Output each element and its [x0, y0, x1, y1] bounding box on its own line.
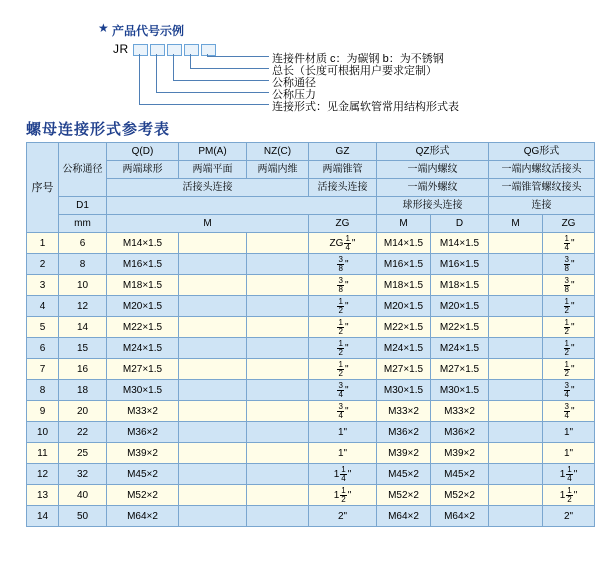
cell-qg-m: [489, 338, 543, 359]
code-prefix: JR: [113, 42, 129, 56]
cell-gz-thread: ZG $\frac{1}{4}$ ": [309, 233, 377, 254]
cell-qz-m: M24×1.5: [377, 338, 431, 359]
cell-pma-thread: [179, 443, 247, 464]
code-box-1: [133, 44, 148, 56]
cell-qg-zg: 1": [543, 443, 595, 464]
cell-nominal-diameter: 25: [59, 443, 107, 464]
cell-nominal-diameter: 18: [59, 380, 107, 401]
leader-line: [156, 54, 157, 93]
cell-qz-d: M64×2: [431, 506, 489, 527]
cell-qg-zg: $\frac{1}{2}$ ": [543, 296, 595, 317]
cell-gz-thread: 2": [309, 506, 377, 527]
header-group-qz: QZ形式: [377, 143, 489, 161]
header-unit-mm: mm: [59, 215, 107, 233]
table-row: [27, 296, 595, 317]
cell-qz-d: M52×2: [431, 485, 489, 506]
table-head: [27, 143, 595, 233]
cell-pma-thread: [179, 338, 247, 359]
cell-qz-d: M30×1.5: [431, 380, 489, 401]
header-join-external-thread: 一端外螺纹: [377, 179, 489, 197]
cell-qz-m: M22×1.5: [377, 317, 431, 338]
cell-nzc-thread: [247, 359, 309, 380]
cell-qd-thread: M24×1.5: [107, 338, 179, 359]
cell-qg-m: [489, 317, 543, 338]
cell-qd-thread: M33×2: [107, 401, 179, 422]
header-group-pma: PM(A): [179, 143, 247, 161]
cell-gz-thread: $\frac{3}{4}$ ": [309, 401, 377, 422]
cell-qg-zg: $\frac{1}{2}$ ": [543, 359, 595, 380]
cell-qg-m: [489, 380, 543, 401]
cell-qg-m: [489, 275, 543, 296]
cell-qz-d: M16×1.5: [431, 254, 489, 275]
header-unit-m: M: [107, 215, 309, 233]
cell-serial-number: 4: [27, 296, 59, 317]
cell-nzc-thread: [247, 317, 309, 338]
header-connection: 连接: [489, 197, 595, 215]
table-row: [27, 401, 595, 422]
cell-serial-number: 2: [27, 254, 59, 275]
header-group-qg: QG形式: [489, 143, 595, 161]
cell-qz-d: M14×1.5: [431, 233, 489, 254]
leader-line: [173, 54, 174, 81]
header-type-qg: 一端内螺纹活接头: [489, 161, 595, 179]
cell-qd-thread: M20×1.5: [107, 296, 179, 317]
cell-nominal-diameter: 15: [59, 338, 107, 359]
cell-pma-thread: [179, 401, 247, 422]
cell-qz-m: M33×2: [377, 401, 431, 422]
cell-qg-zg: $\frac{1}{2}$ ": [543, 338, 595, 359]
table-row: [27, 485, 595, 506]
header-group-qd: Q(D): [107, 143, 179, 161]
cell-gz-thread: $\frac{3}{4}$ ": [309, 380, 377, 401]
cell-qz-d: M20×1.5: [431, 296, 489, 317]
header-join-union: 活接头连接: [107, 179, 309, 197]
legend-item-material: 连接件材质 c：为碳钢 b：为不锈钢: [272, 53, 444, 65]
cell-gz-thread: $\frac{3}{8}$ ": [309, 254, 377, 275]
cell-pma-thread: [179, 275, 247, 296]
cell-serial-number: 10: [27, 422, 59, 443]
table-body: [27, 233, 595, 527]
leader-line: [190, 68, 269, 69]
cell-qg-m: [489, 464, 543, 485]
cell-nominal-diameter: 20: [59, 401, 107, 422]
cell-qz-d: M18×1.5: [431, 275, 489, 296]
cell-qg-zg: $\frac{3}{4}$ ": [543, 380, 595, 401]
cell-qg-m: [489, 443, 543, 464]
cell-qg-zg: 2": [543, 506, 595, 527]
cell-serial-number: 5: [27, 317, 59, 338]
legend-item-nominal-pressure: 公称压力: [272, 89, 316, 101]
legend-item-nominal-diameter: 公称通径: [272, 77, 316, 89]
header-group-nzc: NZ(C): [247, 143, 309, 161]
cell-nominal-diameter: 10: [59, 275, 107, 296]
cell-qd-thread: M64×2: [107, 506, 179, 527]
cell-pma-thread: [179, 296, 247, 317]
cell-serial-number: 6: [27, 338, 59, 359]
cell-qz-d: M39×2: [431, 443, 489, 464]
cell-qg-zg: $\frac{3}{8}$ ": [543, 275, 595, 296]
cell-qg-m: [489, 506, 543, 527]
cell-gz-thread: $\frac{3}{8}$ ": [309, 275, 377, 296]
cell-qd-thread: M18×1.5: [107, 275, 179, 296]
cell-qd-thread: M22×1.5: [107, 317, 179, 338]
cell-gz-thread: $\frac{1}{2}$ ": [309, 359, 377, 380]
header-serial-number: 序号: [27, 143, 59, 233]
cell-nzc-thread: [247, 506, 309, 527]
cell-qz-m: M27×1.5: [377, 359, 431, 380]
table-row: [27, 254, 595, 275]
cell-serial-number: 8: [27, 380, 59, 401]
header-unit-zg: ZG: [309, 215, 377, 233]
cell-nominal-diameter: 32: [59, 464, 107, 485]
header-group-gz: GZ: [309, 143, 377, 161]
cell-qg-zg: $\frac{1}{4}$ ": [543, 233, 595, 254]
header-row-d1: [27, 197, 595, 215]
cell-gz-thread: $\frac{1}{2}$ ": [309, 317, 377, 338]
header-unit-qz-d: D: [431, 215, 489, 233]
cell-pma-thread: [179, 506, 247, 527]
cell-nominal-diameter: 16: [59, 359, 107, 380]
cell-nzc-thread: [247, 338, 309, 359]
header-ball-joint-connection: 球形接头连接: [377, 197, 489, 215]
header-type-qd: 两端球形: [107, 161, 179, 179]
cell-gz-thread: $\frac{1}{2}$ ": [309, 338, 377, 359]
legend-item-connection-type: 连接形式：见金属软管常用结构形式表: [272, 101, 459, 113]
cell-qd-thread: M27×1.5: [107, 359, 179, 380]
leader-line: [156, 92, 269, 93]
cell-qz-m: M52×2: [377, 485, 431, 506]
cell-qz-m: M20×1.5: [377, 296, 431, 317]
header-join-union-gz: 活接头连接: [309, 179, 377, 197]
leader-line: [190, 54, 191, 69]
legend-title: 产品代号示例: [112, 24, 185, 38]
cell-qg-zg: $\frac{1}{2}$ ": [543, 317, 595, 338]
table: [26, 142, 595, 527]
cell-qg-m: [489, 422, 543, 443]
code-box-5: [201, 44, 216, 56]
cell-nominal-diameter: 12: [59, 296, 107, 317]
cell-qg-m: [489, 485, 543, 506]
cell-qz-m: M16×1.5: [377, 254, 431, 275]
cell-gz-thread: 1": [309, 422, 377, 443]
header-row-types: [27, 161, 595, 179]
cell-qz-m: M14×1.5: [377, 233, 431, 254]
leader-line: [173, 80, 269, 81]
cell-serial-number: 13: [27, 485, 59, 506]
cell-qg-zg: 1 $\frac{1}{4}$ ": [543, 464, 595, 485]
leader-line: [139, 104, 269, 105]
table-row: [27, 233, 595, 254]
cell-nzc-thread: [247, 275, 309, 296]
cell-nzc-thread: [247, 296, 309, 317]
header-d1: D1: [59, 197, 107, 215]
header-blank: [107, 197, 377, 215]
cell-qz-d: M33×2: [431, 401, 489, 422]
cell-serial-number: 12: [27, 464, 59, 485]
cell-qd-thread: M36×2: [107, 422, 179, 443]
cell-pma-thread: [179, 422, 247, 443]
header-unit-qg-zg: ZG: [543, 215, 595, 233]
cell-pma-thread: [179, 233, 247, 254]
table-row: [27, 275, 595, 296]
cell-qz-m: M39×2: [377, 443, 431, 464]
star-icon: ★: [98, 21, 109, 35]
header-row-join: [27, 179, 595, 197]
header-unit-qg-m: M: [489, 215, 543, 233]
table-row: [27, 317, 595, 338]
header-row-units: [27, 215, 595, 233]
cell-nominal-diameter: 22: [59, 422, 107, 443]
cell-qg-zg: $\frac{3}{4}$ ": [543, 401, 595, 422]
nut-connection-table: [26, 142, 582, 527]
cell-nzc-thread: [247, 422, 309, 443]
cell-qg-m: [489, 401, 543, 422]
leader-line: [207, 56, 269, 57]
cell-serial-number: 14: [27, 506, 59, 527]
cell-nominal-diameter: 50: [59, 506, 107, 527]
cell-qd-thread: M45×2: [107, 464, 179, 485]
cell-pma-thread: [179, 317, 247, 338]
cell-qz-d: M27×1.5: [431, 359, 489, 380]
cell-nzc-thread: [247, 485, 309, 506]
header-unit-qz-m: M: [377, 215, 431, 233]
cell-nominal-diameter: 8: [59, 254, 107, 275]
cell-nzc-thread: [247, 464, 309, 485]
cell-gz-thread: 1": [309, 443, 377, 464]
header-type-nzc: 两端内维: [247, 161, 309, 179]
cell-qz-m: M30×1.5: [377, 380, 431, 401]
cell-serial-number: 9: [27, 401, 59, 422]
cell-qg-zg: 1 $\frac{1}{2}$ ": [543, 485, 595, 506]
cell-qz-m: M45×2: [377, 464, 431, 485]
cell-qg-m: [489, 254, 543, 275]
page-title: 螺母连接形式参考表: [26, 121, 171, 138]
code-box-2: [150, 44, 165, 56]
cell-serial-number: 7: [27, 359, 59, 380]
cell-serial-number: 3: [27, 275, 59, 296]
legend-item-length: 总长（长度可根据用户要求定制）: [272, 65, 437, 77]
cell-qz-m: M64×2: [377, 506, 431, 527]
table-row: [27, 359, 595, 380]
cell-nzc-thread: [247, 380, 309, 401]
cell-qz-d: M36×2: [431, 422, 489, 443]
header-nominal-diameter: 公称通径: [59, 143, 107, 197]
header-type-pma: 两端平面: [179, 161, 247, 179]
header-type-qz: 一端内螺纹: [377, 161, 489, 179]
cell-nominal-diameter: 14: [59, 317, 107, 338]
table-row: [27, 338, 595, 359]
cell-qg-zg: $\frac{3}{8}$ ": [543, 254, 595, 275]
code-box-4: [184, 44, 199, 56]
cell-nzc-thread: [247, 443, 309, 464]
cell-qd-thread: M52×2: [107, 485, 179, 506]
cell-serial-number: 1: [27, 233, 59, 254]
product-code-legend: [0, 0, 600, 112]
cell-pma-thread: [179, 254, 247, 275]
cell-qg-m: [489, 359, 543, 380]
table-row: [27, 380, 595, 401]
table-row: [27, 464, 595, 485]
table-row: [27, 443, 595, 464]
cell-qg-m: [489, 233, 543, 254]
cell-nzc-thread: [247, 254, 309, 275]
header-join-taper-thread: 一端锥管螺纹接头: [489, 179, 595, 197]
cell-qd-thread: M39×2: [107, 443, 179, 464]
cell-qd-thread: M14×1.5: [107, 233, 179, 254]
table-row: [27, 422, 595, 443]
leader-line: [139, 54, 140, 105]
cell-pma-thread: [179, 380, 247, 401]
cell-qz-m: M18×1.5: [377, 275, 431, 296]
table-row: [27, 506, 595, 527]
cell-qz-d: M45×2: [431, 464, 489, 485]
cell-nzc-thread: [247, 401, 309, 422]
cell-pma-thread: [179, 464, 247, 485]
cell-gz-thread: $\frac{1}{2}$ ": [309, 296, 377, 317]
cell-qz-d: M22×1.5: [431, 317, 489, 338]
cell-qg-m: [489, 296, 543, 317]
cell-pma-thread: [179, 359, 247, 380]
cell-gz-thread: 1 $\frac{1}{4}$ ": [309, 464, 377, 485]
cell-nominal-diameter: 6: [59, 233, 107, 254]
cell-nzc-thread: [247, 233, 309, 254]
cell-nominal-diameter: 40: [59, 485, 107, 506]
cell-gz-thread: 1 $\frac{1}{2}$ ": [309, 485, 377, 506]
header-type-gz: 两端锥管: [309, 161, 377, 179]
cell-serial-number: 11: [27, 443, 59, 464]
cell-qz-d: M24×1.5: [431, 338, 489, 359]
cell-pma-thread: [179, 485, 247, 506]
header-row-groups: [27, 143, 595, 161]
cell-qd-thread: M30×1.5: [107, 380, 179, 401]
cell-qg-zg: 1": [543, 422, 595, 443]
code-box-3: [167, 44, 182, 56]
cell-qd-thread: M16×1.5: [107, 254, 179, 275]
cell-qz-m: M36×2: [377, 422, 431, 443]
